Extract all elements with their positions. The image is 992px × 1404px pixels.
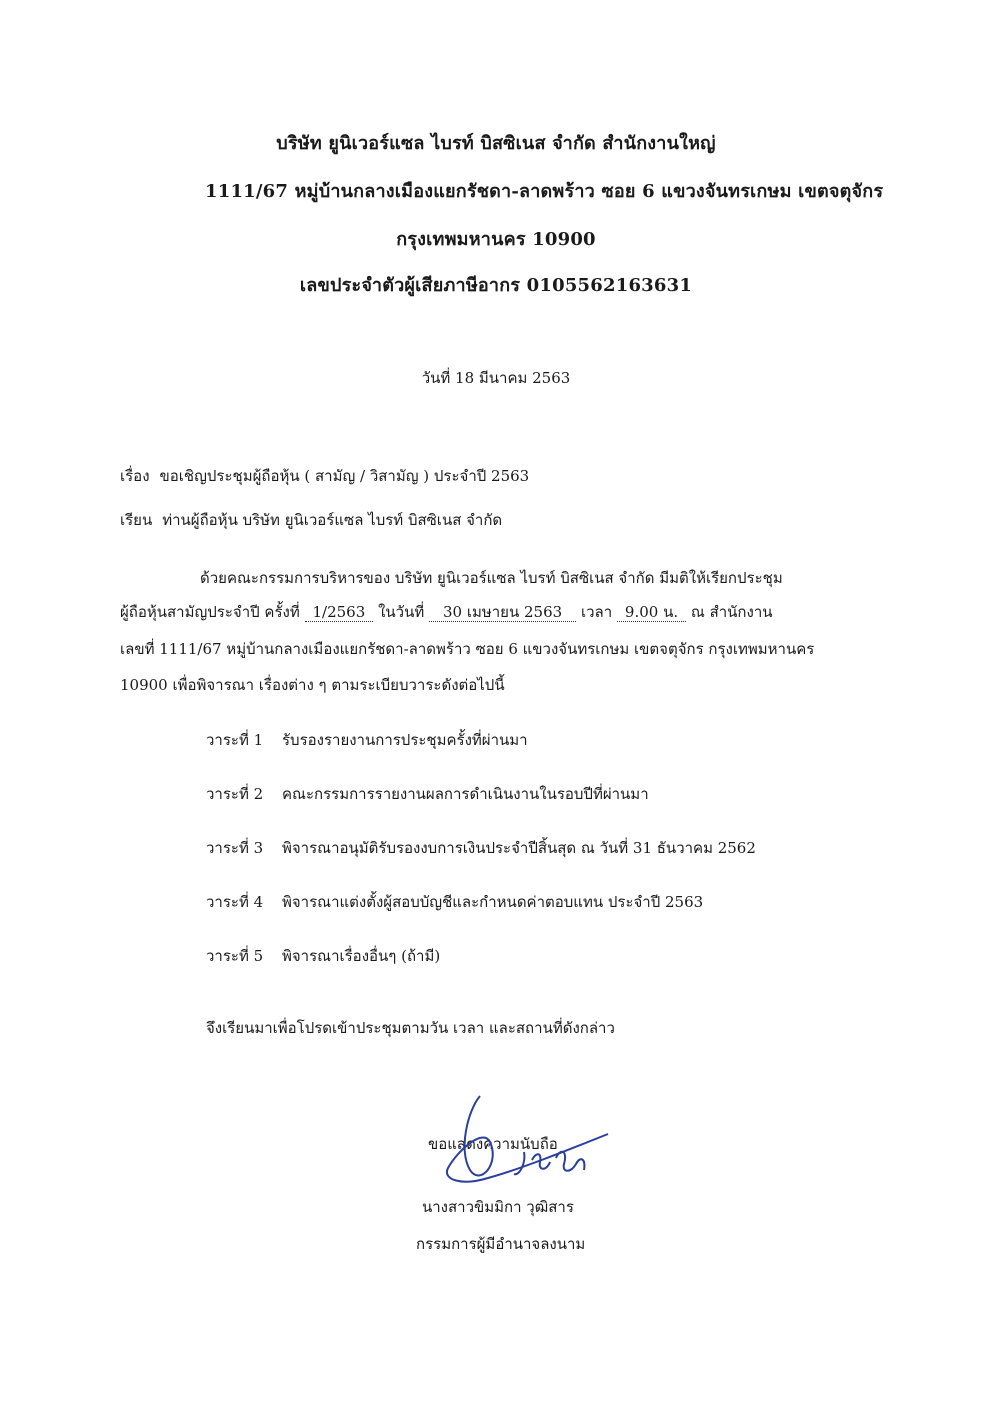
- agenda-number: วาระที่ 2: [206, 785, 264, 803]
- signer-name: นางสาวขิมมิกา วุฒิสาร: [422, 1198, 574, 1216]
- agenda-number: วาระที่ 4: [206, 893, 264, 911]
- body-line-2-d: ณ สำนักงาน: [690, 603, 773, 621]
- body-line-2-c: เวลา: [580, 603, 613, 621]
- agenda-number: วาระที่ 5: [206, 947, 264, 965]
- body-line-2-b: ในวันที่: [378, 603, 425, 621]
- company-city: กรุงเทพมหานคร 10900: [396, 229, 596, 250]
- agenda-number: วาระที่ 3: [206, 839, 264, 857]
- agenda-text: รับรองรายงานการประชุมครั้งที่ผ่านมา: [282, 731, 528, 749]
- body-line-2: [120, 600, 773, 624]
- closing-text: จึงเรียนมาเพื่อโปรดเข้าประชุมตามวัน เวลา และสถานที่ดังกล่าว: [206, 1019, 615, 1037]
- company-address: 1111/67 หมู่บ้านกลางเมืองแยกรัชดา-ลาดพร้าว ซอย 6 แขวงจันทรเกษม เขตจตุจักร: [205, 181, 884, 202]
- meeting-date: 30 เมษายน 2563: [429, 604, 576, 622]
- agenda-text: พิจารณาอนุมัติรับรองงบการเงินประจำปีสิ้นสุด ณ วันที่ 31 ธันวาคม 2562: [282, 839, 756, 857]
- recipient-label: เรียน: [120, 511, 153, 529]
- body-line-2-a: ผู้ถือหุ้นสามัญประจำปี ครั้งที่: [120, 603, 300, 621]
- meeting-number: 1/2563: [305, 604, 374, 622]
- letter-date: วันที่ 18 มีนาคม 2563: [421, 369, 571, 387]
- company-name: บริษัท ยูนิเวอร์แซล ไบรท์ บิสซิเนส จำกัด สำนักงานใหญ่: [276, 133, 716, 154]
- agenda-text: พิจารณาแต่งตั้งผู้สอบบัญชีและกำหนดค่าตอบแทน ประจำปี 2563: [282, 893, 704, 911]
- meeting-time: 9.00 น.: [617, 604, 686, 622]
- tax-id: เลขประจำตัวผู้เสียภาษีอากร 0105562163631: [299, 275, 693, 296]
- body-line-3: เลขที่ 1111/67 หมู่บ้านกลางเมืองแยกรัชดา-ลาดพร้าว ซอย 6 แขวงจันทรเกษม เขตจตุจักร กรุงเทพมหานคร: [120, 640, 815, 658]
- recipient-text: ท่านผู้ถือหุ้น บริษัท ยูนิเวอร์แซล ไบรท์ บิสซิเนส จำกัด: [162, 511, 503, 529]
- agenda-item: [206, 782, 649, 806]
- signature-regards: ขอแสดงความนับถือ: [428, 1135, 558, 1153]
- body-line-4: 10900 เพื่อพิจารณา เรื่องต่าง ๆ ตามระเบียบวาระดังต่อไปนี้: [120, 676, 505, 694]
- signature-scribble: [428, 1090, 628, 1200]
- agenda-number: วาระที่ 1: [206, 731, 264, 749]
- agenda-item: [206, 728, 528, 752]
- recipient-line: [120, 508, 502, 532]
- body-line-1: ด้วยคณะกรรมการบริหารของ บริษัท ยูนิเวอร์แซล ไบรท์ บิสซิเนส จำกัด มีมติให้เรียกประชุม: [200, 569, 783, 587]
- agenda-text: พิจารณาเรื่องอื่นๆ (ถ้ามี): [282, 947, 441, 965]
- agenda-item: [206, 836, 756, 860]
- subject-text: ขอเชิญประชุมผู้ถือหุ้น ( สามัญ / วิสามัญ ) ประจำปี 2563: [159, 467, 530, 485]
- signer-title: กรรมการผู้มีอำนาจลงนาม: [416, 1235, 586, 1253]
- agenda-item: [206, 890, 703, 914]
- subject-line: [120, 464, 529, 488]
- agenda-item: [206, 944, 440, 968]
- agenda-text: คณะกรรมการรายงานผลการดำเนินงานในรอบปีที่ผ่านมา: [282, 785, 649, 803]
- subject-label: เรื่อง: [120, 467, 150, 485]
